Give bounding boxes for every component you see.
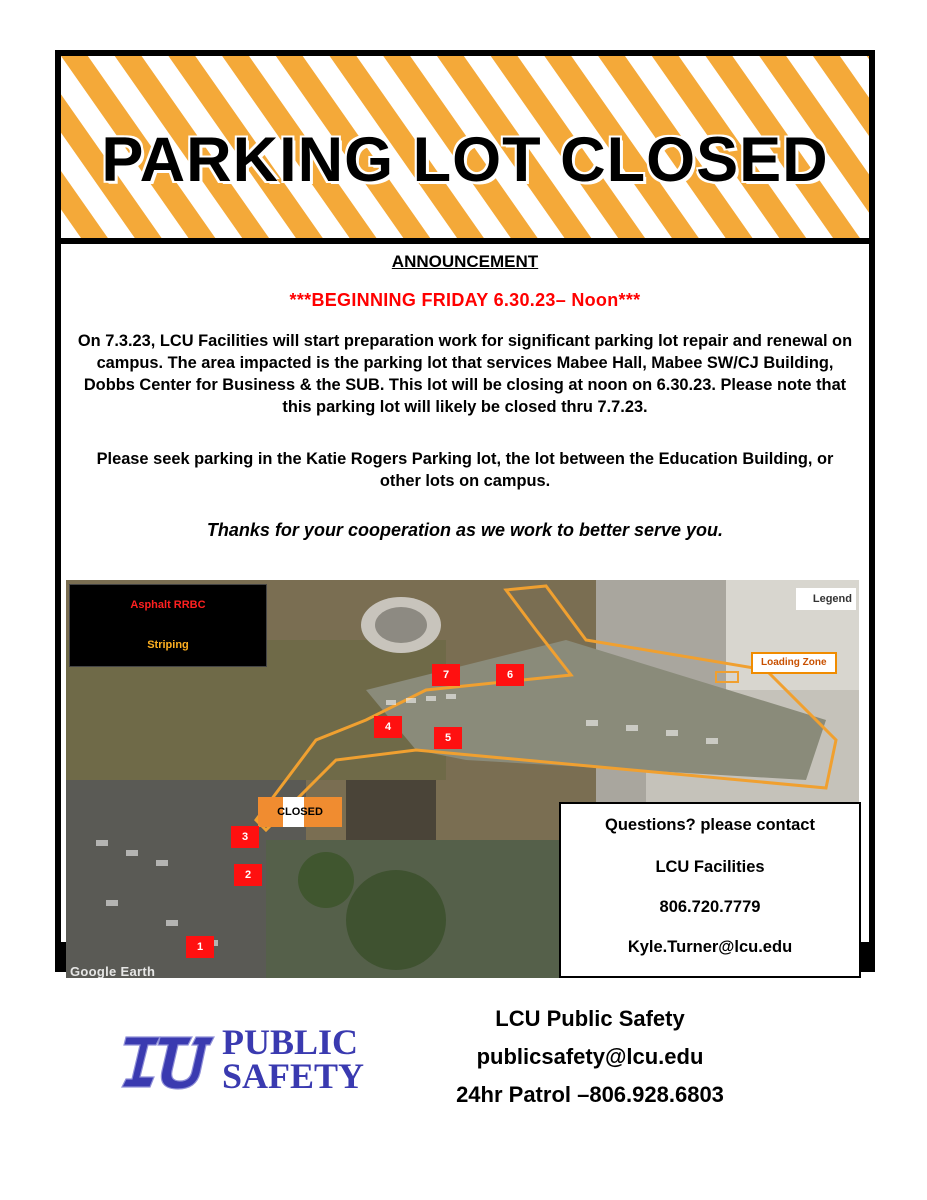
loading-zone-label: Loading Zone: [751, 652, 837, 674]
map-marker-7: 7: [432, 664, 460, 686]
contact-phone[interactable]: 806.720.7779: [659, 898, 761, 916]
contact-question: Questions? please contact: [605, 816, 815, 834]
contact-org: LCU Facilities: [655, 858, 765, 876]
legend-striping-label: Striping: [147, 639, 189, 651]
map-marker-3: 3: [231, 826, 259, 848]
map-marker-2: 2: [234, 864, 262, 886]
contact-email[interactable]: Kyle.Turner@lcu.edu: [627, 938, 793, 956]
flyer: [55, 50, 875, 979]
beginning-date: ***BEGINNING FRIDAY 6.30.23– Noon***: [289, 290, 641, 310]
parking-map: [66, 580, 859, 978]
map-legend-box: [69, 584, 267, 667]
footer-patrol-phone[interactable]: 24hr Patrol –806.928.6803: [456, 1082, 724, 1107]
footer-dept: LCU Public Safety: [495, 1006, 685, 1031]
map-marker-5: 5: [434, 727, 462, 749]
contact-box: [559, 802, 861, 978]
announcement-heading: ANNOUNCEMENT: [391, 252, 539, 271]
alternate-parking-text: Please seek parking in the Katie Rogers Parking lot, the lot between the Education Building, or other lots on campus.: [96, 450, 834, 490]
public-safety-logo: [120, 1022, 370, 1105]
closed-banner: [61, 56, 869, 238]
map-marker-1: 1: [186, 936, 214, 958]
google-earth-watermark: Google Earth: [70, 964, 156, 979]
footer-email[interactable]: publicsafety@lcu.edu: [476, 1044, 704, 1069]
map-marker-6: 6: [496, 664, 524, 686]
lcu-monogram-icon: [120, 1029, 216, 1095]
legend-title: Legend: [796, 588, 856, 610]
announcement-body: On 7.3.23, LCU Facilities will start preparation work for significant parking lot repair and renewal on campus. The area impacted is the parking lot that services Mabee Hall, Mabee SW/CJ Building, Dobbs Center for Business & the SUB. This lot will be closing at noon on 6.30.23. Please note that this parking lot will likely be closed thru 7.7.23.: [77, 332, 853, 416]
legend-asphalt-label: Asphalt RRBC: [130, 599, 206, 611]
map-marker-4: 4: [374, 716, 402, 738]
footer-contact: [430, 1000, 750, 1114]
logo-wordmark: [222, 1022, 365, 1096]
page-title: PARKING LOT CLOSED: [101, 125, 829, 195]
thanks-message: Thanks for your cooperation as we work to better serve you.: [206, 520, 724, 540]
closed-entrance-label: CLOSED: [258, 797, 342, 827]
logo-line-public: PUBLIC: [222, 1022, 359, 1062]
announcement-panel: [61, 244, 869, 979]
logo-line-safety: SAFETY: [222, 1056, 365, 1096]
